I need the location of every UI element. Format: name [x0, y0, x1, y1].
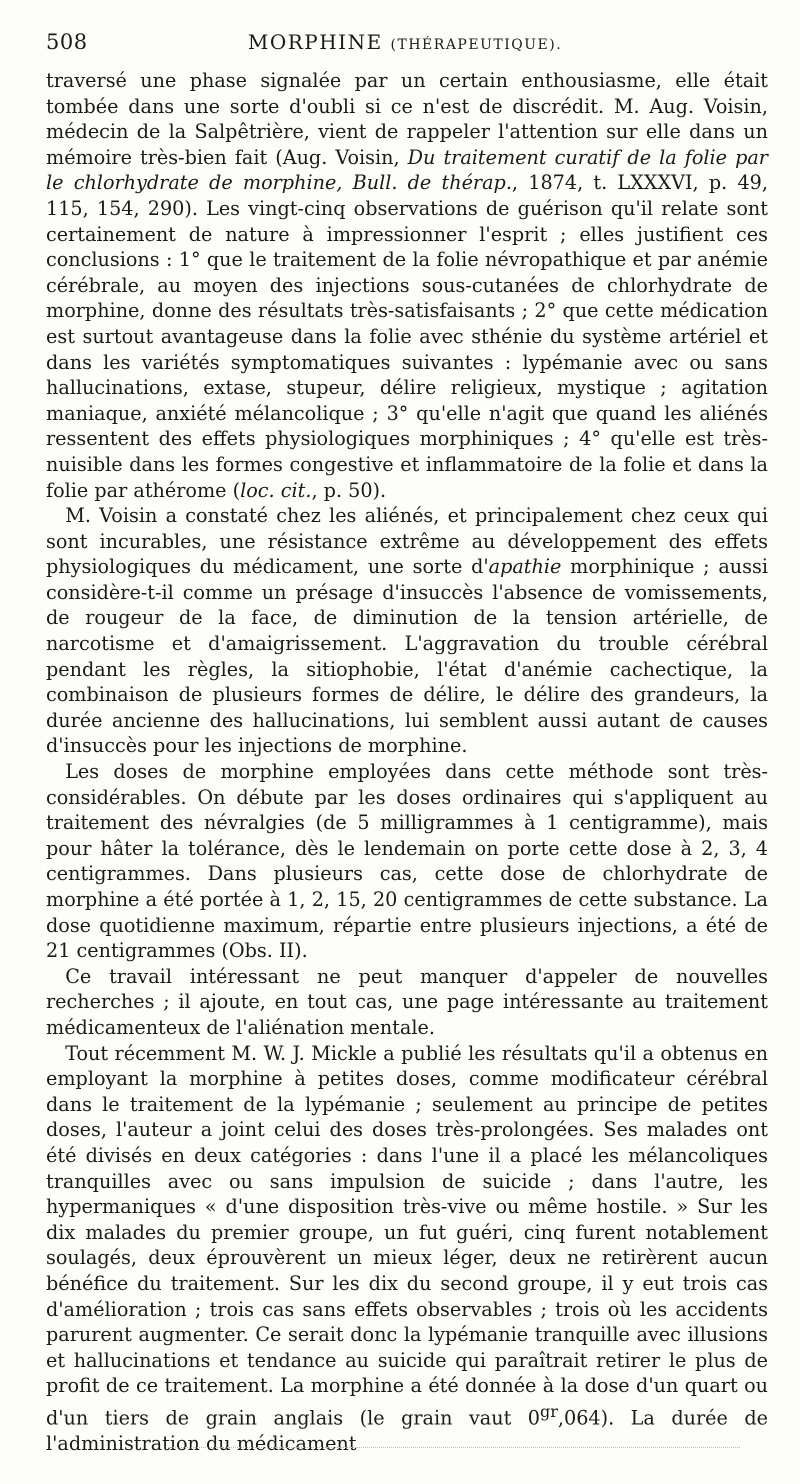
text-run: morphinique ; aussi considère-t-il comme un présage d'insuccès l'absence de vomissements, de rougeur de la face, de diminution de la tension artérielle, de narcotisme et d'amaigrissement. L'aggravation du trouble cérébral pendant les règles, la sitiophobie, l'état d'anémie cachectique, la combinaison de plusieurs formes de délire, le délire des grandeurs, la durée ancienne des hallucinations, lui semblent aussi autant de causes d'insuccès pour les injections de morphine. [46, 555, 768, 758]
page-number: 508 [46, 30, 88, 54]
running-title-main: MORPHINE [247, 30, 383, 54]
paragraph-3: Les doses de morphine employées dans cette méthode sont très-considérables. On débute par les doses ordinaires qui s'appliquent au traitement des névralgies (de 5 milligrammes à 1 centigramme), mais pour hâter la tolérance, dès le lendemain on porte cette dose à 2, 3, 4 centigrammes. Dans plusieurs cas, cette dose de chlorhydrate de morphine a été portée à 1, 2, 15, 20 centigrammes de cette substance. La dose quotidienne maximum, répartie entre plusieurs injections, a été de 21 centigrammes (Obs. II). [46, 760, 768, 963]
paragraph-1 [46, 68, 768, 503]
text-run: Tout récemment M. W. J. Mickle a publié les résultats qu'il a obtenus en employant la morphine à petites doses, comme modificateur cérébral dans le traitement de la lypémanie ; seulement au principe de petites doses, l'auteur a joint celui des doses très-prolongées. Ses malades ont été divisés en deux catégories : dans l'une il a placé les mélancoliques tranquilles avec ou sans impulsion de suicide ; dans l'autre, les hypermaniques « d'une disposition très-vive ou même hostile. » Sur les dix malades du premier groupe, un fut guéri, cinq furent notablement soulagés, deux éprouvèrent un mieux léger, deux ne retirèrent aucun bénéfice du traitement. Sur les dix du second groupe, il y eut trois cas d'amélioration ; trois cas sans effets observables ; trois où les accidents parurent augmenter. Ce serait donc la lypémanie tranquille avec illusions et hallucinations et tendance au suicide qui paraîtrait retirer le plus de profit de ce traitement. La morphine a été donnée à la dose d'un quart ou d'un tiers de grain anglais (le grain vaut 0 [46, 1041, 768, 1430]
running-title [46, 30, 764, 54]
paragraph-4: Ce travail intéressant ne peut manquer d'appeler de nouvelles recherches ; il ajoute, en tout cas, une page intéressante au traitement médicamenteux de l'aliénation mentale. [46, 964, 768, 1039]
text-run: M. Voisin a constaté chez les aliénés, et principalement chez ceux qui sont incurables, une résistance extrême au développement des effets physiologiques du médicament, une sorte d' [46, 504, 768, 579]
text-run: , p. 50). [311, 478, 387, 502]
text-run: , 1874, t. LXXXVI, p. 49, 115, 154, 290). Les vingt-cinq observations de guérison qu'il relate sont certainement de nature à impressionner l'esprit ; elles justifient ces conclusions : 1° que le traitement de la folie névropathique et par anémie cérébrale, au moyen des injections sous-cutanées de chlorhydrate de morphine, donne des résultats très-satisfaisants ; 2° que cette médication est surtout avantageuse dans la folie avec sthénie du système artériel et dans les variétés symptomatiques suivantes : lypémanie avec ou sans hallucinations, extase, stupeur, délire religieux, mystique ; agitation maniaque, anxiété mélancolique ; 3° qu'elle n'agit que quand les aliénés ressentent des effets physiologiques morphiniques ; 4° qu'elle est très-nuisible dans les formes congestive et inflammatoire de la folie et dans la folie par athérome ( [46, 171, 768, 502]
paragraph-5 [46, 1041, 768, 1457]
citation-ref: loc. cit. [240, 478, 312, 502]
paragraph-2 [46, 503, 768, 759]
unit-superscript: gr [540, 1401, 558, 1421]
emphasis-term: apathie [488, 555, 562, 579]
bottom-dotted-rule [170, 1447, 740, 1448]
page-header [46, 30, 764, 60]
body-text [46, 68, 768, 1456]
text-run: traversé une phase signalée par un certain enthousiasme, elle était tombée dans une sorte d'oubli si ce n'est de discrédit. M. Aug. Voisin, médecin de la Salpêtrière, vient de rappeler l'attention sur elle dans un mémoire très-bien fait (Aug. Voisin, [46, 69, 768, 169]
running-title-sub: (THÉRAPEUTIQUE). [390, 37, 563, 53]
text-run: ,064). La durée de l'administration du médicament [46, 1406, 769, 1455]
citation-title: Du traitement curatif de la folie par le chlorhydrate de morphine, Bull. de thérap. [46, 145, 768, 195]
